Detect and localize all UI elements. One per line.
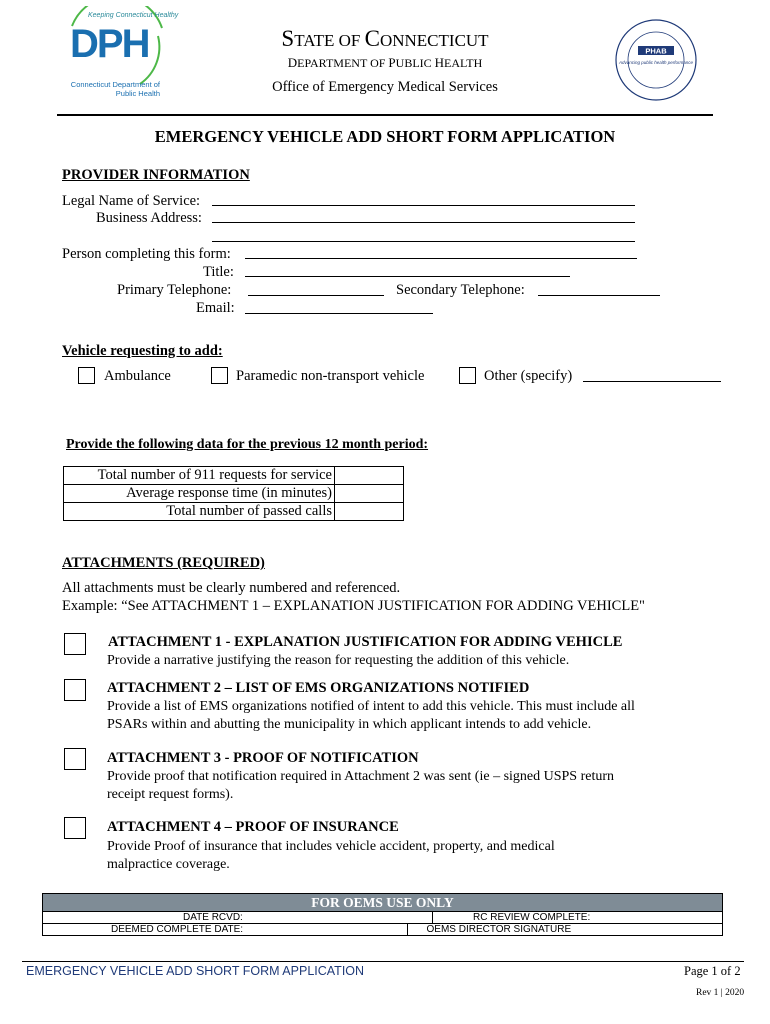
state-title: STATE OF CONNECTICUT [281,26,489,51]
primary-phone-field[interactable] [248,284,384,296]
department-name: DEPARTMENT OF PUBLIC HEALTH [287,55,483,70]
dph-tagline: Keeping Connecticut Healthy [88,12,179,19]
oems-heading: FOR OEMS USE ONLY [43,894,722,911]
svg-text:Advancing public health perfor: Advancing public health performance [618,60,694,65]
attachment-2-desc: Provide a list of EMS organizations notified of intent to add this vehicle. This must include all [107,699,635,714]
title-label: Title: [203,264,234,280]
title-field[interactable] [245,265,570,277]
legal-name-field[interactable] [212,194,635,206]
email-label: Email: [196,300,235,316]
director-signature-label: OEMS DIRECTOR SIGNATURE [407,923,723,935]
svg-text:PHAB: PHAB [645,46,667,56]
oems-row [43,911,722,923]
attachment-4-desc-2: malpractice coverage. [107,857,230,872]
stats-table [63,466,404,521]
footer-rule [22,961,744,962]
ambulance-checkbox[interactable] [78,367,95,384]
paramedic-checkbox[interactable] [211,367,228,384]
stats-value-field[interactable] [335,503,404,521]
stats-heading: Provide the following data for the previous 12 month period: [66,437,429,452]
stats-value-field[interactable] [335,485,404,503]
attachments-intro: All attachments must be clearly numbered and referenced. [62,580,401,596]
ambulance-label: Ambulance [104,368,171,384]
person-completing-field[interactable] [245,247,637,259]
legal-name-label: Legal Name of Service: [62,193,201,209]
attachments-heading: ATTACHMENTS (REQUIRED) [62,555,265,571]
attachment-4-desc: Provide Proof of insurance that includes vehicle accident, property, and medical [107,839,555,854]
date-rcvd-label: DATE RCVD: [43,911,432,923]
table-row [64,485,404,503]
attachment-3-title: ATTACHMENT 3 - PROOF OF NOTIFICATION [107,750,419,766]
other-label: Other (specify) [484,368,573,384]
table-row [64,503,404,521]
dph-letters: DPH [70,22,149,66]
secondary-phone-field[interactable] [538,284,660,296]
stats-label: Average response time (in minutes) [64,485,335,503]
attachment-4-checkbox[interactable] [64,817,86,839]
table-row [64,467,404,485]
office-name: Office of Emergency Medical Services [272,79,498,95]
attachment-2-checkbox[interactable] [64,679,86,701]
other-checkbox[interactable] [459,367,476,384]
rc-review-label: RC REVIEW COMPLETE: [432,911,722,923]
dph-subtitle: Connecticut Department of Public Health [70,80,160,98]
person-completing-label: Person completing this form: [62,246,231,262]
business-address-field-2[interactable] [212,230,635,242]
vehicle-heading: Vehicle requesting to add: [62,343,223,359]
stats-label: Total number of 911 requests for service [64,467,335,485]
attachment-3-desc: Provide proof that notification required in Attachment 2 was sent (ie – signed USPS return [107,769,615,784]
primary-phone-label: Primary Telephone: [117,282,232,298]
provider-heading: PROVIDER INFORMATION [62,167,250,183]
deemed-complete-label: DEEMED COMPLETE DATE: [43,923,407,935]
footer-form-name: EMERGENCY VEHICLE ADD SHORT FORM APPLICATION [26,964,365,978]
attachment-2-title: ATTACHMENT 2 – LIST OF EMS ORGANIZATIONS NOTIFIED [107,680,530,696]
business-address-label: Business Address: [96,210,202,226]
attachment-1-title: ATTACHMENT 1 - EXPLANATION JUSTIFICATION FOR ADDING VEHICLE [108,634,623,650]
stats-value-field[interactable] [335,467,404,485]
paramedic-label: Paramedic non-transport vehicle [236,368,425,384]
oems-use-box [42,893,723,936]
attachments-example: Example: “See ATTACHMENT 1 – EXPLANATION JUSTIFICATION FOR ADDING VEHICLE" [62,598,645,614]
phab-seal [612,18,700,102]
attachment-3-checkbox[interactable] [64,748,86,770]
attachment-4-title: ATTACHMENT 4 – PROOF OF INSURANCE [107,819,399,835]
secondary-phone-label: Secondary Telephone: [396,282,525,298]
page-number: Page 1 of 2 [684,964,741,978]
attachment-1-checkbox[interactable] [64,633,86,655]
business-address-field[interactable] [212,211,635,223]
header-rule [57,114,713,116]
other-specify-field[interactable] [583,370,721,382]
email-field[interactable] [245,302,433,314]
attachment-3-desc-2: receipt request forms). [107,787,234,802]
oems-row [43,923,722,935]
attachment-2-desc-2: PSARs within and abutting the municipality in which applicant intends to add vehicle. [107,717,592,732]
form-title: EMERGENCY VEHICLE ADD SHORT FORM APPLICATION [154,127,616,146]
stats-label: Total number of passed calls [64,503,335,521]
attachment-1-desc: Provide a narrative justifying the reason for requesting the addition of this vehicle. [107,653,570,668]
revision-label: Rev 1 | 2020 [696,988,745,998]
